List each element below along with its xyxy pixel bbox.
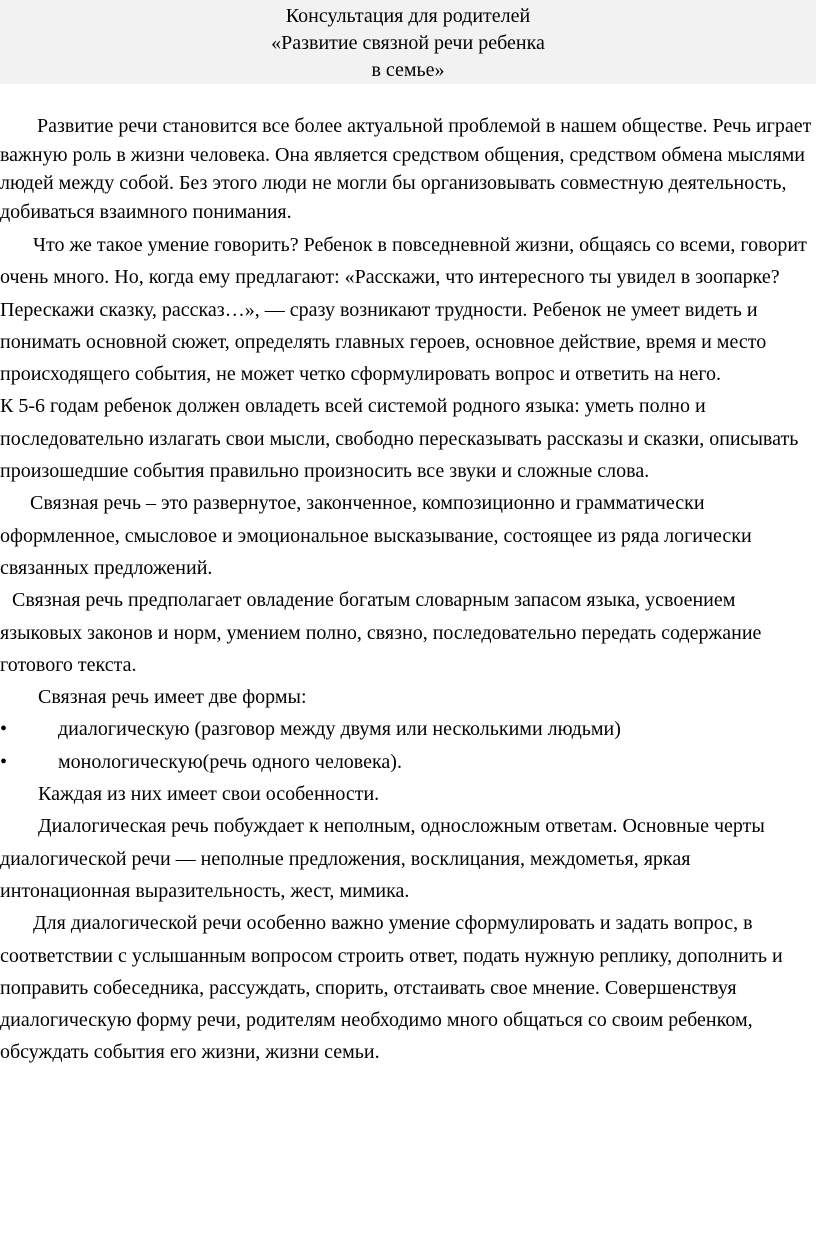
document-title	[0, 0, 816, 84]
paragraph-two-forms: Связная речь имеет две формы:	[38, 686, 307, 709]
list-item-monologic	[0, 746, 816, 778]
list-item-text: диалогическую (разговор между двумя или несколькими людьми)	[58, 718, 621, 741]
title-line-2: «Развитие связной речи ребенка	[271, 32, 545, 54]
bullet-marker: •	[0, 750, 8, 773]
title-line-3: в семье»	[371, 59, 445, 81]
paragraph-features: Каждая из них имеет свои особенности.	[38, 783, 380, 806]
list-item-text: монологическую(речь одного человека).	[58, 750, 402, 773]
paragraph-dialogic-skills: Для диалогической речи особенно важно умение сформулировать и задать вопрос, в соответствии с услышанным вопросом строить ответ, подать нужную реплику, дополнить и поправить собеседника, рассуждать, спорить, отстаивать свое мнение. Совершенствуя диалогическую форму речи, родителям необходимо много общаться со своим ребенком, обсуждать события его жизни, жизни семьи.	[0, 912, 783, 1064]
document-body	[0, 112, 816, 1069]
paragraph-dialogic-speech: Диалогическая речь побуждает к неполным, односложным ответам. Основные черты диалогической речи — неполные предложения, восклицания, междометья, яркая интонационная выразительность, жест, мимика.	[0, 815, 765, 902]
paragraph-connected-speech-definition: Связная речь – это развернутое, законченное, композиционно и грамматически оформленное, смысловое и эмоциональное высказывание, состоящее из ряда логически связанных предложений.	[0, 492, 752, 579]
paragraph-intro: Развитие речи становится все более актуальной проблемой в нашем обществе. Речь играет важную роль в жизни человека. Она является средством общения, средством обмена мыслями людей между собой. Без этого люди не могли бы организовывать совместную деятельность, добиваться взаимного понимания.	[0, 115, 812, 223]
paragraph-connected-speech-requirements: Связная речь предполагает овладение богатым словарным запасом языка, усвоением языковых законов и норм, умением полно, связно, последовательно передать содержание готового текста.	[0, 589, 762, 676]
title-line-1: Консультация для родителей	[285, 5, 531, 27]
bullet-marker: •	[0, 718, 8, 741]
paragraph-what-is-speaking: Что же такое умение говорить? Ребенок в повседневной жизни, общаясь со всеми, говорит очень много. Но, когда ему предлагают: «Расскажи, что интересного ты увидел в зоопарке? Перескажи сказку, рассказ…», — сразу возникают трудности. Ребенок не умеет видеть и понимать основной сюжет, определять главных героев, основное действие, время и место происходящего события, не может четко сформулировать вопрос и ответить на него.	[0, 234, 807, 386]
list-item-dialogic	[0, 713, 816, 745]
paragraph-age-5-6: К 5-6 годам ребенок должен овладеть всей системой родного языка: уметь полно и последовательно излагать свои мысли, свободно пересказывать рассказы и сказки, описывать произошедшие события правильно произносить все звуки и сложные слова.	[0, 395, 799, 483]
